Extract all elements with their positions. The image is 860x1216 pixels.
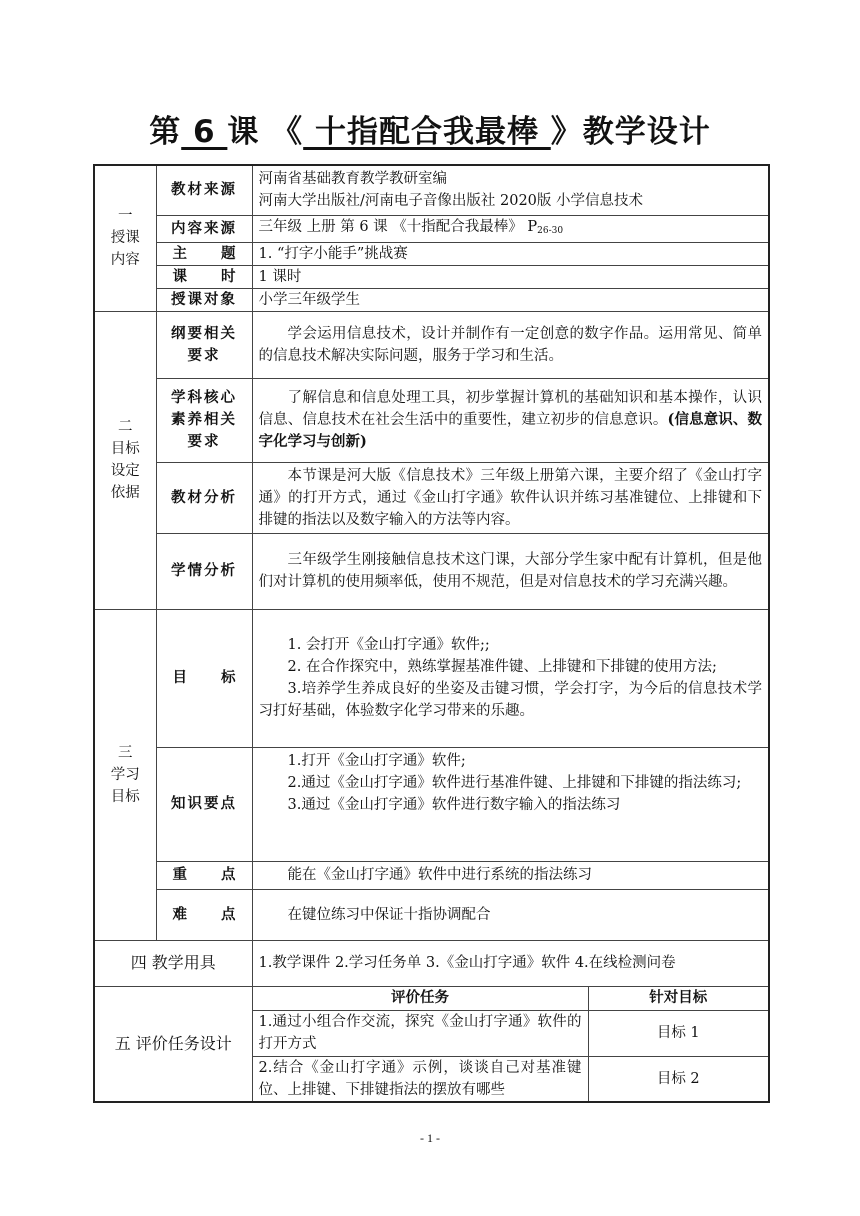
section2-title-line1: 目标 — [110, 441, 140, 457]
section5-heading: 五 评价任务设计 — [94, 986, 252, 1102]
textbook-analysis-text: 本节课是河大版《信息技术》三年级上册第六课，主要介绍了《金山打字通》的打开方式，通过《金山打字通》软件认识并练习基准键位、上排键和下排键的指法以及数字输入的方法等内容。 — [252, 462, 769, 533]
section1-heading — [94, 165, 156, 311]
label-curriculum-requirements — [156, 311, 252, 378]
lesson-plan-table — [93, 164, 770, 1103]
goal-item: 2. 在合作探究中，熟练掌握基准件键、上排键和下排键的使用方法; — [287, 659, 717, 675]
content-source-value — [252, 215, 769, 242]
table-row — [94, 378, 769, 462]
table-row — [94, 533, 769, 609]
table-row — [94, 986, 769, 1010]
section1-number: 一 — [118, 208, 133, 225]
title-lesson-number: 6 — [181, 114, 228, 150]
teaching-tools-text: 1.教学课件 2.学习任务单 3.《金山打字通》软件 4.在线检测问卷 — [252, 940, 769, 986]
label-textbook-source: 教材来源 — [156, 165, 252, 215]
label-goals: 目 标 — [156, 609, 252, 747]
knowledge-item: 1.打开《金山打字通》软件; — [287, 752, 466, 769]
eval-task-cell: 2.结合《金山打字通》示例，谈谈自己对基准键位、上排键、下排键指法的摆放有哪些 — [252, 1056, 588, 1102]
content-source-pages: 26-30 — [537, 225, 564, 236]
title-suffix: 》教学设计 — [550, 114, 711, 150]
title-lesson-name: 十指配合我最棒 — [303, 114, 551, 150]
student-analysis-text: 三年级学生刚接触信息技术这门课，大部分学生家中配有计算机，但是他们对计算机的使用频率低，使用不规范，但是对信息技术的学习充满兴趣。 — [252, 533, 769, 609]
section3-title-line2: 目标 — [110, 788, 140, 805]
table-row — [94, 462, 769, 533]
label-content-source: 内容来源 — [156, 215, 252, 242]
key-point-text: 能在《金山打字通》软件中进行系统的指法练习 — [252, 861, 769, 889]
label-audience: 授课对象 — [156, 288, 252, 311]
eval-task-cell: 1.通过小组合作交流，探究《金山打字通》软件的打开方式 — [252, 1010, 588, 1056]
section3-title-line1: 学习 — [110, 766, 140, 783]
section2-title-line3: 依据 — [110, 485, 140, 501]
theme-value: 1. “打字小能手”挑战赛 — [252, 242, 769, 265]
knowledge-item: 2.通过《金山打字通》软件进行基准件键、上排键和下排键的指法练习; — [287, 774, 742, 791]
label-line: 纲要相关 — [171, 324, 237, 342]
table-row — [94, 861, 769, 889]
label-knowledge-points: 知识要点 — [156, 747, 252, 861]
section2-number: 二 — [118, 419, 133, 435]
section4-heading: 四 教学用具 — [94, 940, 252, 986]
title-prefix: 第 — [149, 114, 182, 150]
label-line: 素养相关 — [171, 411, 237, 428]
column-header-goal: 针对目标 — [588, 986, 769, 1010]
goal-item: 3.培养学生养成良好的坐姿及击键习惯，学会打字，为今后的信息技术学习打好基础，体验数字化学习带来的乐趣。 — [258, 681, 763, 719]
content-source-text: 三年级 上册 第 6 课 《十指配合我最棒》 P — [258, 218, 538, 235]
section2-heading — [94, 311, 156, 609]
table-row — [94, 311, 769, 378]
section1-title-line2: 内容 — [110, 252, 140, 269]
label-student-analysis: 学情分析 — [156, 533, 252, 609]
table-row — [94, 242, 769, 265]
knowledge-item: 3.通过《金山打字通》软件进行数字输入的指法练习 — [287, 796, 621, 813]
table-row — [94, 609, 769, 747]
eval-goal-cell: 目标 1 — [588, 1010, 769, 1056]
table-row — [94, 215, 769, 242]
table-row — [94, 165, 769, 215]
title-lesson: 课 《 — [227, 114, 304, 150]
table-row — [94, 940, 769, 986]
document-title — [0, 106, 860, 151]
label-theme: 主 题 — [156, 242, 252, 265]
goals-list — [252, 609, 769, 747]
section1-title-line1: 授课 — [110, 230, 140, 247]
table-row — [94, 265, 769, 288]
label-line: 要求 — [187, 346, 221, 364]
knowledge-list — [252, 747, 769, 861]
section2-title-line2: 设定 — [110, 463, 140, 479]
page-number: - 1 - — [420, 1131, 440, 1145]
section3-number: 三 — [118, 744, 133, 761]
label-line: 学科核心 — [171, 389, 237, 406]
section3-heading — [94, 609, 156, 940]
eval-goal-cell: 目标 2 — [588, 1056, 769, 1102]
core-literacy-text — [252, 378, 769, 462]
textbook-source-value — [252, 165, 769, 215]
goal-item: 1. 会打开《金山打字通》软件;; — [287, 637, 490, 653]
core-literacy-tags: (信息意识、数字化学习与创新) — [258, 411, 763, 450]
label-difficulty: 难 点 — [156, 889, 252, 940]
periods-value: 1 课时 — [252, 265, 769, 288]
difficulty-text: 在键位练习中保证十指协调配合 — [252, 889, 769, 940]
table-row — [94, 889, 769, 940]
label-core-literacy — [156, 378, 252, 462]
curriculum-requirements-text: 学会运用信息技术，设计并制作有一定创意的数字作品。运用常见、简单的信息技术解决实际问题，服务于学习和生活。 — [252, 311, 769, 378]
textbook-source-line2: 河南大学出版社/河南电子音像出版社 2020版 小学信息技术 — [258, 193, 644, 210]
label-line: 要求 — [187, 433, 221, 450]
column-header-task: 评价任务 — [252, 986, 588, 1010]
audience-value: 小学三年级学生 — [252, 288, 769, 311]
label-periods: 课 时 — [156, 265, 252, 288]
table-row — [94, 747, 769, 861]
label-textbook-analysis: 教材分析 — [156, 462, 252, 533]
textbook-source-line1: 河南省基础教育教学教研室编 — [258, 171, 447, 188]
label-key-point: 重 点 — [156, 861, 252, 889]
table-row — [94, 288, 769, 311]
core-literacy-body: 了解信息和信息处理工具，初步掌握计算机的基础知识和基本操作，认识信息、信息技术在社会生活中的重要性，建立初步的信息意识。 — [258, 390, 763, 428]
